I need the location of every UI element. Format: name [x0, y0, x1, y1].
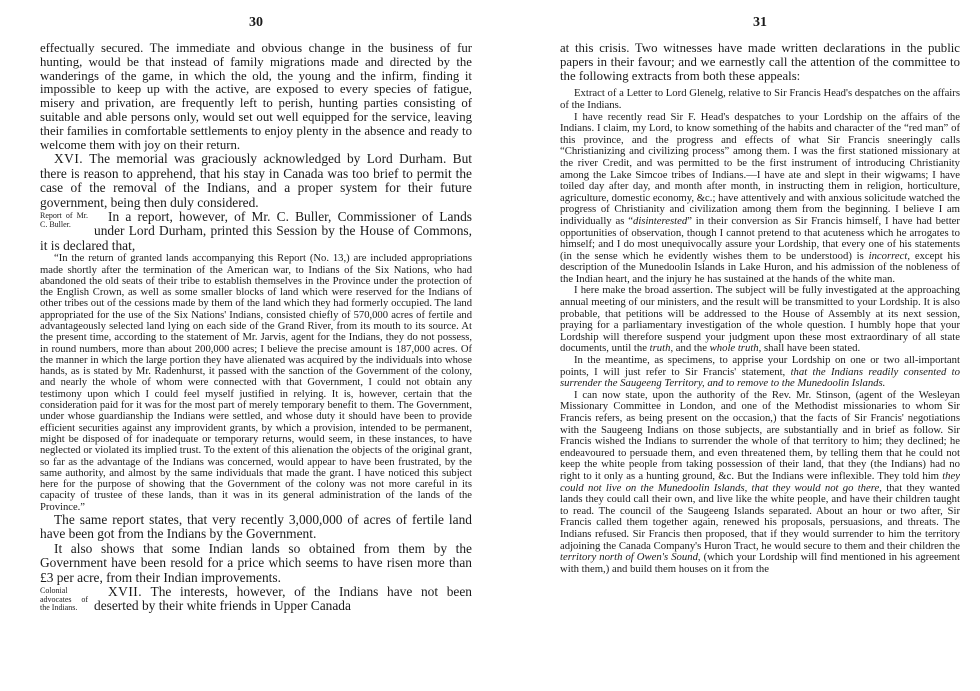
quotation-text: “In the return of granted lands accompanying this Report (No. 13,) are included appropriations made shortly after the termination of the American war, to Indians of the Six Nations, who had abandoned the old seats of their tribe to establish themselves in the Province under the protection of the English Crown, as well as some smaller blocks of land which were reserved for the Indians of other tribes out of the cessions made by them of the land which they had formerly occupied. The land appropriated for the use of the Six Nations' Indians, consisted chiefly of 570,000 acres of fertile and advantageously selected land lying on each side of the Grand River, from its mouth to its source. At the present time, according to the statement of Mr. Jarvis, agent for the Indians, they do not possess, in round numbers, more than about 200,000 acres; I believe the precise amount is 187,000 acres. Of the manner in which the large portion they have alienated was acquired by the individuals into whose hands, as is stated by Mr. Radenhurst, it passed with the sanction of the Government of the colony, and nearly the whole of whom were connected with that Government, I could not obtain any testimony upon which I could feel myself justified in relying. It is, however, certain that the consideration paid for it was for the most part of merely temporary benefit to them. The Government, under whose guardianship the Indians were settled, and whose duty it should have been to provide efficient securities against any improvident grants, by which a provision, intended to be permanent, might be disposed of for inadequate or temporary returns, would seem, in these instances, to have neglected or violated its implied trust. To the extent of this alienation the objects of the original grant, so far as the advantage of the Indians was concerned, would appear to have been frustrated, by the same authority, and almost by the same individuals that made the grant. I have noticed this subject here for the purpose of showing that the Government of the colony was not more careful in its capacity of trustee of these lands, than it was in its general administration of the lands of the Province.” — [40, 253, 472, 513]
section-16-text: The memorial was graciously acknowledged by Lord Durham. But there is reason to apprehend, that his stay in Canada was too brief to permit the case of the removal of the Indians, and a proper system for their future government, being then duly considered. — [40, 151, 472, 210]
paragraph-section-17 — [40, 585, 472, 614]
para2-text-mid: , and the — [670, 342, 710, 355]
letter-paragraph-2 — [560, 285, 960, 355]
para2-emphasis-whole-truth: whole truth — [709, 342, 759, 355]
paragraph-fur-hunting: effectually secured. The immediate and obvious change in the business of fur hunting, would be that instead of family migrations made and directed by the wanderings of the game, in which the old, the young and the infirm, finding it impossible to keep up with the active, are exposed to every species of fatigue, misery and privation, are frequently left to perish, hunting parties consisting of suitable and able persons only, would set out well equipped for the service, leaving their families in comfortable settlements to enjoy plenty in the absence and ready to welcome them with joy on their return. — [40, 41, 472, 152]
buller-quotation — [40, 253, 472, 513]
page-number-right: 31 — [753, 15, 767, 30]
para4-text-a: I can now state, upon the authority of the Rev. Mr. Stinson, (agent of the Wesleyan Missionary Committee in London, and one of the Methodist missionaries to whom Sir Francis refers, as being present on the occasion,) that the facts of Sir Francis' negotiations with the Saugeeng Indians on those subjects, are substantially and in brief as follow. Sir Francis wished the Indians to surrender the whole of that territory to him; they declined; he endeavoured to persuade them, and even threatened them, by telling them that he could not keep the white people from taking possession of their land, that they (the Indians) had no right to it only as a hunting ground, &c. But the Indians were inflexible. They told him — [560, 388, 960, 482]
left-page — [40, 0, 472, 691]
letter-text-b: ” in their conversion as Sir Francis himself, I have had better opportunities of observation, though I cannot pretend to that acuteness which he arrogates to himself; and I do most unequivocally assure your Lordship, that every one of his statements (in the sense which he evidently wishes them to be understood) is — [560, 214, 960, 262]
paragraph-section-16 — [40, 152, 472, 210]
section-17-text: The interests, however, of the Indians have not been deserted by their white friends in Upper Canada — [94, 584, 472, 614]
para4-emphasis-owens-sound: territory north of Owen's Sound — [560, 551, 698, 564]
para4-text-c: , (which your Lordship will find mentioned in his agreement with them,) and build them houses on it from the — [560, 551, 960, 575]
letter-text-c: , except his description of the Munedoolin Islands in Lake Huron, and his admission of the nobleness of the Indian heart, and the injury he has sustained at the hands of the white man. — [560, 249, 960, 285]
letter-paragraph-3 — [560, 355, 960, 390]
letter-text-a: I have recently read Sir F. Head's despatches to your Lordship on the affairs of the Indians. I claim, my Lord, to know something of the habits and character of the “red man” of this province, and the progress and effects of what Sir Francis sneeringly calls “Christianizing and civilizing process” among them. I was the first stationed missionary at the river Credit, and was permitted to be the first instrument of introducing Christianity among the Lake Simcoe tribes of Indians.—I have ate and slept in their wigwams; I have toiled day after day, and month after month, in instructing them in religion, horticulture, agriculture, domestic economy, &c.; have attentively and with anxious solicitude watched the progress of Christianity and civilization among them from the beginning. I believe I am individually as “ — [560, 110, 960, 227]
letter-paragraph-1 — [560, 112, 960, 286]
para3-emphasis-saugeeng: that the Indians readily consented to surrender the Saugeeng Territory, and to remove to the Munedoolin Islands. — [560, 365, 960, 390]
margin-note-report: Report of Mr. C. Buller. — [40, 211, 88, 229]
section-16-number: XVI. — [54, 151, 84, 167]
left-page-text — [40, 42, 472, 614]
margin-note-colonial-advocates: Colonial advocates of the Indians. — [40, 586, 88, 613]
section-17-number: XVII. — [108, 584, 143, 600]
letter-emphasis-incorrect: incorrect — [868, 249, 908, 262]
right-page-text — [560, 42, 960, 575]
report-block — [40, 210, 472, 253]
para3-text-a: In the meantime, as specimens, to apprise your Lordship on one or two all-important points, I will just refer to Sir Francis' statement, — [560, 354, 960, 378]
right-page — [560, 0, 960, 691]
extract-heading: Extract of a Letter to Lord Glenelg, relative to Sir Francis Head's despatches on the affairs of the Indians. — [560, 87, 960, 111]
letter-emphasis-disinterested: disinterested — [632, 214, 688, 227]
para4-emphasis-munedoolin: they could not live on the Munedoolin Islands, that they would not go there — [560, 469, 960, 494]
para2-text-a: I here make the broad assertion. The subject will be fully investigated at the approaching annual meeting of our ministers, and the result will be transmitted to your Lordship. It is also probable, that petitions will be addressed to the House of Assembly at its next session, praying for a parliamentary investigation of the whole question. I humbly hope that your Lordship will therefore suspend your judgment upon these most extraordinary of all state documents, until the — [560, 284, 960, 355]
paragraph-three-million-acres: The same report states, that very recently 3,000,000 of acres of fertile land have been got from the Indians by the Government. — [40, 512, 472, 542]
letter-paragraph-4 — [560, 390, 960, 576]
paragraph-crisis-intro: at this crisis. Two witnesses have made written declarations in the public papers in their favour; and we earnestly call the attention of the committee to the following extracts from both these appeals: — [560, 41, 960, 83]
paragraph-resold-lands: It also shows that some Indian lands so obtained from them by the Government have been resold for a price which seems to have risen more than £3 per acre, from their Indian improvements. — [40, 540, 472, 585]
para2-text-b: , shall have been stated. — [758, 342, 861, 355]
page-number-left: 30 — [249, 15, 263, 30]
para2-emphasis-truth: truth — [649, 342, 671, 355]
section-17-block — [40, 585, 472, 614]
paragraph-buller-report: In a report, however, of Mr. C. Buller, Commissioner of Lands under Lord Durham, printed this Session by the House of Commons, it is declared that, — [40, 209, 472, 253]
para4-text-b: , that they wanted lands they could call their own, and live like the white people, and have their children taught to read. The council of the Saugeeng Islands separated. About an hour or two after, Sir Francis called them together again, renewed his proposals, persuasions, and threats. The Indians refused. Sir Francis then proposed, that if they would surrender to him the territory adjoining the Canada Company's Huron Tract, he would secure to them and their children the — [560, 481, 960, 552]
